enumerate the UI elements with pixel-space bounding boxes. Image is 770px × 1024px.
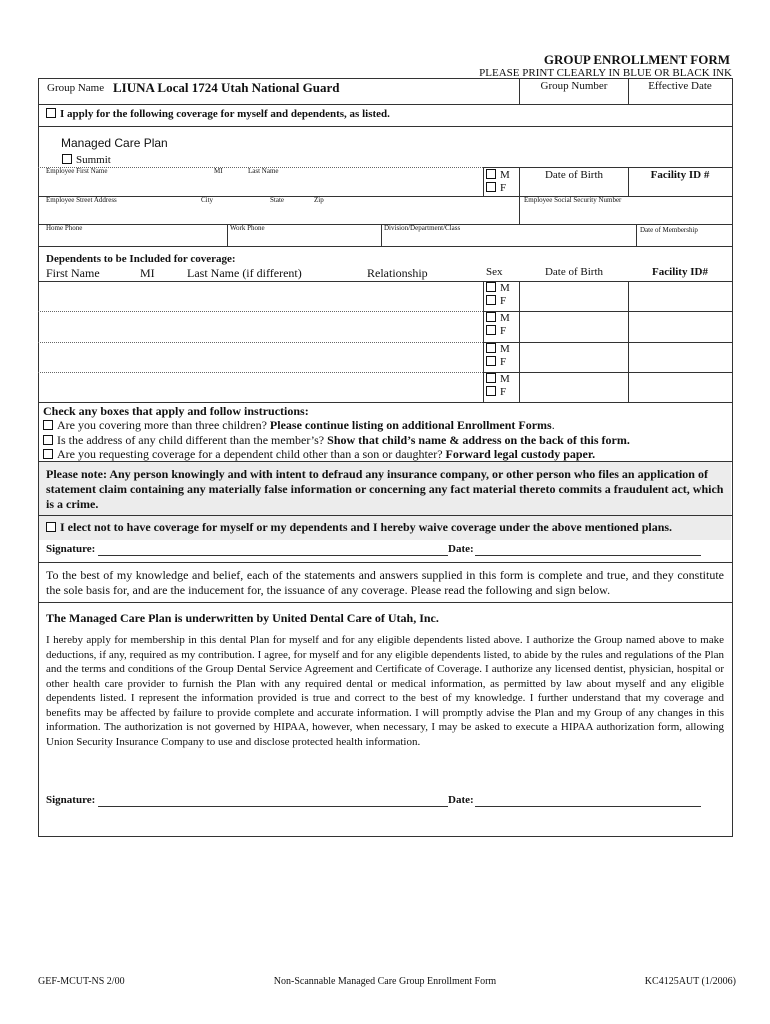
footer-form-code: GEF-MCUT-NS 2/00 — [38, 976, 125, 987]
dep-4-f-checkbox[interactable] — [486, 386, 496, 396]
employee-sex-m: M — [486, 169, 510, 181]
apply-checkbox[interactable] — [46, 108, 56, 118]
employee-zip-label: Zip — [314, 196, 324, 204]
instruction-1: Are you covering more than three children? Please continue listing on additional Enrollment Forms. — [43, 418, 555, 433]
dep-row-4-sex: M F — [486, 373, 510, 399]
knowledge-statement: To the best of my knowledge and belief, each of the statements and answers supplied in this form is complete and true, and they constitute the sole basis for, and are the inducement for, the issuance of any coverage. Please read the following and sign below. — [46, 568, 724, 597]
employee-street-label: Employee Street Address — [46, 196, 117, 204]
waiver-date-line[interactable] — [475, 555, 701, 556]
dep-2-m-checkbox[interactable] — [486, 312, 496, 322]
auth-signature-line[interactable] — [98, 806, 448, 807]
employee-city-label: City — [201, 196, 214, 204]
home-phone-label: Home Phone — [46, 224, 83, 232]
employee-last-name-label: Last Name — [248, 167, 279, 175]
authorization-title: The Managed Care Plan is underwritten by United Dental Care of Utah, Inc. — [46, 611, 439, 625]
employee-ssn-label: Employee Social Security Number — [524, 196, 622, 204]
instruction-3: Are you requesting coverage for a dependent child other than a son or daughter? Forward legal custody paper. — [43, 447, 595, 462]
authorization-body: I hereby apply for membership in this dental Plan for myself and for any eligible dependents listed above. I authorize the Group named above to make deductions, if any, required as my contribution. I agree, for myself and for any eligible dependents listed, to abide by the rules and regulations of the Plan and the terms and conditions of the Group Dental Service Agreement and Certificate of Coverage. I authorize any licensed dentist, physician, hospital or other health care provider to furnish the Plan with any required dental or medical information, as permitted by law about myself and any eligible dependents listed. I represent the information provided is true and correct to the best of my knowledge. I further understand that my coverage and benefits may be affected by failure to provide complete and accurate information. I will promptly advise the Plan and my Group of any changes in this information. The authorization is not governed by HIPAA, however, when necessary, I may be asked to execute a HIPAA authorization form, allowing Union Security Insurance Company to use and disclose protected health information. — [46, 634, 724, 748]
employee-dob-label: Date of Birth — [544, 169, 604, 181]
employee-mi-label: MI — [214, 167, 223, 175]
footer-revision: KC4125AUT (1/2006) — [644, 976, 736, 987]
auth-signature-label: Signature: — [46, 794, 96, 806]
instructions-title: Check any boxes that apply and follow instructions: — [43, 404, 309, 418]
waiver-date-label: Date: — [448, 543, 474, 555]
waiver-signature-line[interactable] — [98, 555, 448, 556]
division-label: Division/Department/Class — [384, 224, 461, 232]
sex-f-checkbox[interactable] — [486, 182, 496, 192]
dep-col-sex: Sex — [486, 266, 503, 278]
instruction-3-checkbox[interactable] — [43, 449, 53, 459]
instruction-1-checkbox[interactable] — [43, 420, 53, 430]
dep-row-2-sex: M F — [486, 312, 510, 338]
auth-date-label: Date: — [448, 794, 474, 806]
employee-facility-label: Facility ID # — [650, 169, 710, 181]
employee-first-name-label: Employee First Name — [46, 167, 108, 175]
dep-col-mi: MI — [140, 266, 155, 280]
dep-2-f-checkbox[interactable] — [486, 325, 496, 335]
dep-col-dob: Date of Birth — [544, 266, 604, 278]
dep-col-facility: Facility ID# — [652, 266, 708, 278]
apply-statement: I apply for the following coverage for myself and dependents, as listed. — [46, 108, 390, 120]
group-name-value[interactable]: LIUNA Local 1724 Utah National Guard — [113, 80, 340, 95]
form-title: GROUP ENROLLMENT FORM — [543, 52, 730, 67]
plan-option: Summit — [62, 154, 111, 166]
dep-row-1-sex: M F — [486, 282, 510, 308]
sex-m-checkbox[interactable] — [486, 169, 496, 179]
group-name-label: Group Name — [47, 82, 105, 94]
employee-sex-f: F — [486, 182, 506, 194]
auth-date-line[interactable] — [475, 806, 701, 807]
dep-col-relationship: Relationship — [367, 266, 428, 280]
dep-3-f-checkbox[interactable] — [486, 356, 496, 366]
plan-heading: Managed Care Plan — [61, 136, 168, 150]
dep-3-m-checkbox[interactable] — [486, 343, 496, 353]
summit-checkbox[interactable] — [62, 154, 72, 164]
dep-col-first: First Name — [46, 266, 100, 280]
date-membership-label: Date of Membership — [640, 226, 698, 234]
dep-1-m-checkbox[interactable] — [486, 282, 496, 292]
dependents-title: Dependents to be Included for coverage: — [46, 253, 236, 265]
footer-form-name: Non-Scannable Managed Care Group Enrollment Form — [273, 976, 497, 987]
effective-date-label: Effective Date — [648, 80, 712, 92]
waiver-checkbox[interactable] — [46, 522, 56, 532]
dep-4-m-checkbox[interactable] — [486, 373, 496, 383]
dep-1-f-checkbox[interactable] — [486, 295, 496, 305]
instruction-2-checkbox[interactable] — [43, 435, 53, 445]
waiver-statement: I elect not to have coverage for myself or my dependents and I hereby waive coverage under the above mentioned plans. — [46, 520, 672, 535]
dep-row-3-sex: M F — [486, 343, 510, 369]
waiver-signature-label: Signature: — [46, 543, 96, 555]
employee-state-label: State — [270, 196, 284, 204]
dep-col-last: Last Name (if different) — [187, 266, 302, 280]
instruction-2: Is the address of any child different than the member’s? Show that child’s name & address on the back of this form. — [43, 433, 630, 448]
print-note: PLEASE PRINT CLEARLY IN BLUE OR BLACK INK — [479, 67, 732, 79]
fraud-notice: Please note: Any person knowingly and with intent to defraud any insurance company, or other person who files an application of statement claim containing any materially false information or concerning any fact material thereto commits a fraudulent act, which is a crime. — [46, 467, 724, 511]
work-phone-label: Work Phone — [230, 224, 265, 232]
group-number-label: Group Number — [540, 80, 608, 92]
